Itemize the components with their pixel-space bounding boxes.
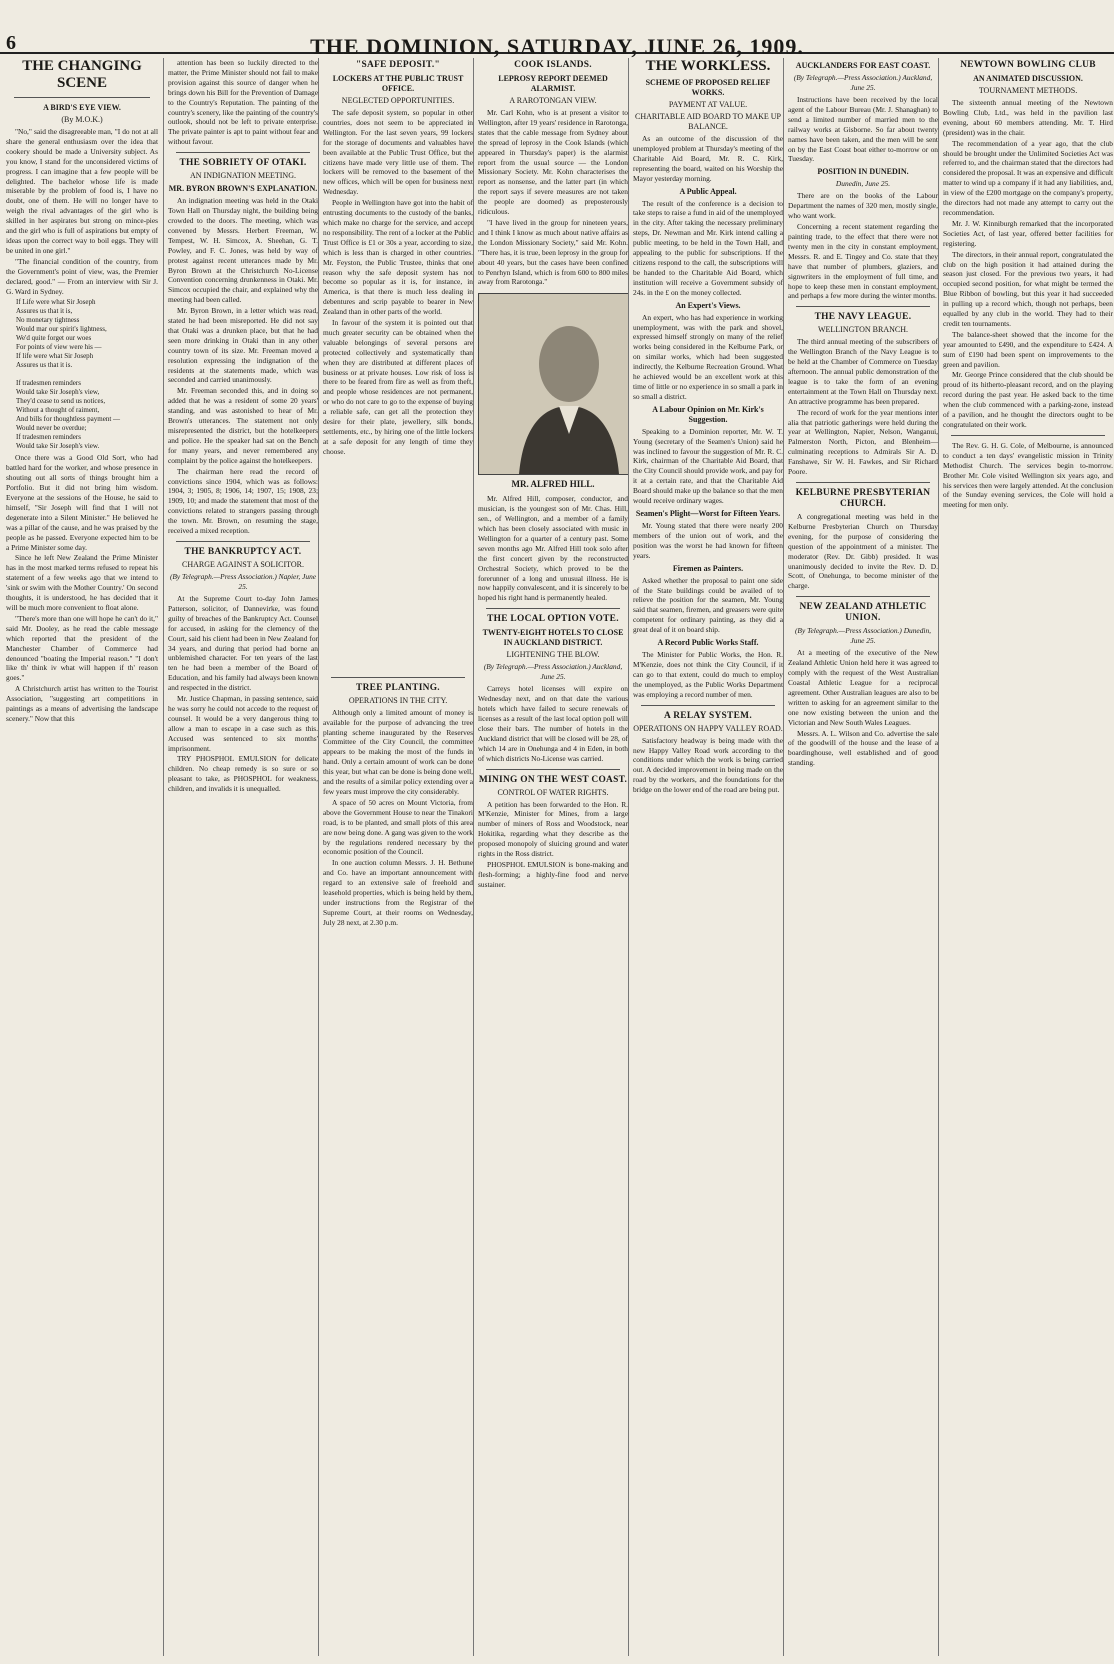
headline-dunedin: POSITION IN DUNEDIN. (817, 167, 909, 177)
subhead: LIGHTENING THE BLOW. (506, 650, 600, 660)
paragraph: Concerning a recent statement regarding the painting trade, to the effect that there were not twenty men in the city in constant employment, Messrs. R. and E. Tingey and Co. state that they have that number of plumbers, glaziers, and signwriters in the employment of full time, and hope to keep these men in constant employment, and perhaps a few more during the winter months. (788, 222, 938, 301)
headline-tree-planting: TREE PLANTING. (356, 682, 440, 693)
divider (951, 435, 1105, 436)
divider (176, 152, 310, 153)
dateline: (By Telegraph.—Press Association.) Auckland, June 25. (483, 662, 623, 682)
column-3 (318, 58, 473, 1656)
paragraph: Mr. Young stated that there were nearly 200 members of the union out of work, and the position was the worst he had known for fifteen years. (633, 521, 783, 560)
subhead: A BIRD'S EYE VIEW. (43, 103, 121, 112)
paragraph: Mr. Byron Brown, in a letter which was read, stated he had been misreported. He did not say that Otaki was a drunken place, but that he had seen more drinking in Otaki than in any other country town of its size. Mr. Freeman moved a resolution expressing the indignation of the residents at the statements made, which was seconded and carried unanimously. (168, 306, 318, 385)
headline-local-option: THE LOCAL OPTION VOTE. (487, 614, 619, 625)
paragraph: Mr. Alfred Hill, composer, conductor, and musician, is the youngest son of Mr. Chas. Hill, sen., of Wellington, and a member of a family which has been closely associated with music in Wellington for a quarter of a century past. Some seven months ago Mr. Alfred Hill took solo after the first concert given by the reconstructed Orchestral Society, which proved to be the forerunner of a long and unusual illness. He is now happily convalescent, and it is sincerely to be hoped his right hand is permanently healed. (478, 494, 628, 603)
portrait-caption: MR. ALFRED HILL. (511, 479, 595, 490)
headline-cook-islands: COOK ISLANDS. (514, 60, 592, 70)
paragraph: "I have lived in the group for nineteen years, and I think I know as much about native affairs as the London Missionary Society," said Mr. Kohn. "There has, it is true, been leprosy in the group for about 40 years, but the cases have been confined to Penrhyn Island, which is from 600 to 800 miles away from Rarotonga." (478, 217, 628, 287)
paragraph: The Minister for Public Works, the Hon. R. M'Kenzie, does not think the City Council, if it can go to that extent, could do much to employ the unemployed, as the Public Works Department was employing a record number of men. (633, 650, 783, 699)
paragraph: Mr. Freeman seconded this, and in doing so added that he was a resident of some 20 years' standing, and was astonished to hear of Mr. Brown's utterances. The statement not only misrepresented the district, but the hotelkeepers and police. He the speaker had sat on the Bench for many years, and never remembered any complaint by the police against the hotelkeepers. (168, 386, 318, 465)
subhead: MR. BYRON BROWN'S EXPLANATION. (168, 184, 318, 194)
paragraph: The sixteenth annual meeting of the Newtown Bowling Club, Ltd., was held in the pavilion last evening, about 60 members attending. Mr. T. Hird (president) was in the chair. (943, 98, 1113, 137)
paragraph: Asked whether the proposal to paint one side of the State buildings could be availed of to relieve the position for the seamen, Mr. Young said that seamen, firemen, and greasers were quite competent for ordinary painting, as they did a great deal of it on board ship. (633, 575, 783, 635)
subhead: OPERATIONS IN THE CITY. (348, 695, 448, 705)
subhead: SCHEME OF PROPOSED RELIEF WORKS. (645, 78, 771, 97)
column-4 (473, 58, 628, 1656)
section-heading: An Expert's Views. (675, 300, 741, 310)
section-heading: A Record Public Works Staff. (657, 638, 759, 648)
section-heading: A Public Appeal. (679, 186, 737, 196)
paragraph: A Christchurch artist has written to the Tourist Association, "suggesting art competitions in paintings as a means of advertising the landscape scenery." Now that this (6, 684, 158, 723)
page-number: 6 (6, 32, 16, 54)
subhead: TOURNAMENT METHODS. (978, 86, 1078, 95)
headline-aucklanders: AUCKLANDERS FOR EAST COAST. (795, 61, 931, 70)
paragraph: Instructions have been received by the local agent of the Labour Bureau (Mr. J. Shanaghan) to send a limited number of married men to the railway works at Gisborne. So far about twenty names have been taken, and the men will be sent on by the East Coast boat either to-morrow or on Tuesday. (788, 95, 938, 164)
paragraph: At a meeting of the executive of the New Zealand Athletic Union held here it was agreed to comply with the request of the West Australian Coastal Athletic League for a reciprocal agreement. Other Australian leagues are also to be written to asking for an agreement similar to the one now existing between the union and the Victorian and New South Wales Leagues. (788, 648, 938, 727)
headline-safe-deposit: "SAFE DEPOSIT." (355, 60, 441, 70)
paragraph: People in Wellington have got into the habit of entrusting documents to the custody of the banks, which make no charge for the service, and accept no responsibility. The rent of a locker at the Public Trust Office is £1 or 30s a year, according to size, which is less than is charged in other countries. Mr. Feyston, the Public Trustee, thinks that one reason why the safe deposit system has not become so popular as it is, for instance, in America, is that there is much less dealing in debentures and scrip payable to bearer in New Zealand than in other parts of the world. (323, 198, 473, 317)
paragraph: The balance-sheet showed that the income for the year amounted to £490, and the expenditure to £424. A sum of £190 had been spent on improvements to the green and pavilion. (943, 329, 1113, 369)
dateline: (By Telegraph.—Press Association.) Auckland, June 25. (793, 73, 933, 92)
paragraph: A petition has been forwarded to the Hon. R. M'Kenzie, Minister for Mines, from a large number of miners of Ross and Woodstock, near Hokitika, regarding what they describe as the proposed monopoly of sluicing ground and water rights in the Ross district. (478, 799, 628, 859)
paragraph: There are on the books of the Labour Department the names of 320 men, mostly single, who want work. (788, 191, 938, 221)
paragraph: The safe deposit system, so popular in other countries, does not seem to be appreciated in Wellington. For the last seven years, 99 lockers for the storage of documents and valuables have been available at the Public Trust Office, but the citizens have made very little use of them. The lockers will be removed to the basement of the new offices, which will be open for business next Wednesday. (323, 108, 473, 197)
portrait-image (478, 293, 628, 475)
paragraph: Since he left New Zealand the Prime Minister has in the most marked terms refused to repeat his statement of a few weeks ago that we intend to 'sink or swim with the Mother Country.' On second thoughts, it is understood, he has decided that it will be much more convenient to float alone. (6, 553, 158, 612)
paragraph: Mr. George Prince considered that the club should be proud of its hitherto-pleasant record, and on the playing record during the past year. He asked back to the time when the club commenced with a parking-zone, instead of a pavilion, and he thought the directors ought to be congratulated on their work. (943, 370, 1113, 429)
section-heading: Firemen as Painters. (672, 563, 744, 573)
paragraph: "There's more than one will hope he can't do it," said Mr. Dooley, as he read the cable message which reported that the president of the Manchester Chamber of Commerce had denounced "boating the Imperial reason." "I don't like th' think iv what will happen if th' reason goes." (6, 613, 158, 683)
paragraph: The directors, in their annual report, congratulated the club on the high position it had attained during the season just closed. For the previous two years, it had occupied second position, for what might be termed the Blue Ribbon of bowling, but this year it had succeeded in pulling up a record which, though not perhaps, been equalled by any club in the world. They had to their credit ten tournaments. (943, 249, 1113, 328)
paragraph: The record of work for the year mentions inter alia that patriotic gatherings were held during the year at Wellington, Napier, Nelson, Wanganui, Palmerston North, Picton, and Blenheim—culminating receptions to Admirals Sir A. D. Fanshawe, Sir W. H. Fawkes, and Sir Richard Poore. (788, 407, 938, 477)
paragraph: At the Supreme Court to-day John James Patterson, solicitor, of Dannevirke, was found guilty of breaches of the Bankruptcy Act. Counsel for accused, in asking for the clemency of the Court, said his client had been in New Zealand for 34 years, and during that period had borne an unblemished character. For ten years of the last ten he had been a member of the Board of Education, and his family had always been known and respected in the district. (168, 593, 318, 693)
advert: PHOSPHOL EMULSION is bone-making and flesh-forming; a highly-fine food and nerve sustainer. (478, 859, 628, 889)
paragraph: Speaking to a Dominion reporter, Mr. W. T. Young (secretary of the Seamen's Union) said he was inclined to favour the suggestion of Mr. R. C. Kirk, chairman of the Charitable Aid Board, that the City Council should provide work, and pay for it at a certain rate, and that the Charitable Aid Board should make up the balance so that the men would receive ordinary wages. (633, 426, 783, 506)
paragraph: Once there was a Good Old Sort, who had battled hard for the worker, and whose presence in shouting out all sorts of things brought him a Portfolio. But it did not bring him wisdom. Everyone at the sessions of the House, he said to himself, "Sir Joseph will find that I will not degenerate into a Silent Minister." He believed he was a pillar of the cause, and he was praised by the people as he passed. Everyone expected him to be a Prime Minister some day. (6, 453, 158, 552)
headline-athletic-union: NEW ZEALAND ATHLETIC UNION. (799, 602, 927, 624)
subhead: A RAROTONGAN VIEW. (509, 96, 597, 105)
divider (486, 608, 620, 609)
paragraph: Satisfactory headway is being made with the new Happy Valley Road work according to the conditions under which the work is being carried out. A decided improvement in being made on the road by the workers, and the foundations for the bridge on the lower end of the road are being put. (633, 735, 783, 795)
paragraph: An indignation meeting was held in the Otaki Town Hall on Thursday night, the building being crowded to the doors. The meeting, which was convened by Messrs. Herbert Freeman, W. Tempest, W. H. Simcox, A. Sheehan, G. T. Powley, and F. C. Jones, was held by way of protest against recent utterances made by Mr. Byron Brown at the Christchurch No-License Convention concerning drunkenness in Otaki. Mr. Simcox occupied the chair, and explained why the meeting had been called. (168, 196, 318, 305)
paragraph: In favour of the system it is pointed out that much greater security can be obtained when the valuable belongings of several persons are protected collectively and systematically than when they are distributed at different places of business or at private houses. Low risk of loss is there to be feared from fire as well as from theft, and people whose residences are not permanent, or who do not care to go to the expense of buying a reliable safe, can get all the protection they desire for their plate, jewellery, silk bonds, settlements, etc., by hiring one of the little lockers at a safe deposit for any length of time they choose. (323, 318, 473, 456)
subhead: OPERATIONS ON HAPPY VALLEY ROAD. (633, 723, 783, 733)
subhead: AN INDIGNATION MEETING. (190, 171, 296, 181)
divider (796, 306, 930, 307)
headline-workless: THE WORKLESS. (645, 58, 771, 74)
subhead: CHARITABLE AID BOARD TO MAKE UP BALANCE. (635, 112, 781, 131)
paragraph: A congregational meeting was held in the Kelburne Presbyterian Church on Thursday evening, for the purpose of considering the question of the appointment of a minister. The moderator (Rev. Dr. Gibb) presided. It was unanimously decided to invite the Rev. D. D. Scott, of Onehunga, to become minister of the charge. (788, 512, 938, 591)
divider (641, 705, 775, 706)
paragraph: "The financial condition of the country, from the Government's point of view, was, the Premier declared, good." — From an interview with Sir J. G. Ward in Sydney. (6, 256, 158, 296)
column-6 (783, 58, 938, 1656)
section-heading: A Labour Opinion on Mr. Kirk's Suggestion. (652, 404, 764, 424)
divider (14, 97, 150, 98)
paragraph: Mr. J. W. Kinniburgh remarked that the incorporated Societies Act, of last year, offered better facilities for registering. (943, 218, 1113, 248)
paragraph: In one auction column Messrs. J. H. Bethune and Co. have an important announcement with regard to an extensive sale of freehold and leasehold properties, which is being held by them, under instructions from the Registrar of the Supreme Court, at their rooms on Wednesday, July 28 next, at 2.30 p.m. (323, 858, 473, 927)
paragraph: Messrs. A. L. Wilson and Co. advertise the sale of the goodwill of the house and the lease of a boardinghouse, well established and of good standing. (788, 728, 938, 768)
paragraph: The Rev. G. H. G. Cole, of Melbourne, is announced to conduct a ten days' evangelistic mission in Trinity Methodist Church. The services begin to-morrow. Brother Mr. Cole visited Wellington six years ago, and his services then were largely attended. At the conclusion of the Sunday evening services, the Cole will hold a meeting for men only. (943, 440, 1113, 510)
paragraph: The recommendation of a year ago, that the club should be brought under the Unlimited Societies Act was referred to, and the chairman stated that the directors had considered the proposal. It was an expensive and difficult matter to wind up a company if it had any liabilities, and, in view of the £200 mortgage on the company's property, the directors had not made any attempt to carry out the recommendation. (943, 138, 1113, 217)
paragraph: "No," said the disagreeable man, "I do not at all share the general enthusiasm over the idea that cookery should be made a University subject. As you know, I stand for the unconsidered victims of progress. I can imagine that a few people will be delighted. The bachelor whose life is made miserable by the problem of food is, I have no doubt, one of them. He will no longer have to weigh the rival advantages of the girl who is skilled in her aspirates but strong on mince-pies and the girl who is full of aspirations but empty of ideas upon the correct way to boil eggs. They will be united in one girl." (6, 127, 158, 255)
divider (796, 482, 930, 483)
paragraph: attention has been so luckily directed to the matter, the Prime Minister should not fail to make provision against this source of danger when he brings down his Bill for the Prevention of Damage to the Country's Reputation. The painting of the country's scenery, like the painting of the country's outlook, should not be left to private enterprise. The private painter is apt to paint without fear and without favour. (168, 58, 318, 147)
column-2 (163, 58, 318, 1656)
headline-bowling-club: NEWTOWN BOWLING CLUB (960, 60, 1096, 70)
subhead: LEPROSY REPORT DEEMED ALARMIST. (498, 74, 608, 93)
subhead: AN ANIMATED DISCUSSION. (973, 74, 1083, 83)
advert: TRY PHOSPHOL EMULSION for delicate children. No cheap remedy is so sure or so pleasant to take, as PHOSPHOL for weakness, children, and invalids it is unequalled. (168, 754, 318, 794)
headline-bankruptcy: THE BANKRUPTCY ACT. (184, 546, 302, 557)
paragraph: The result of the conference is a decision to take steps to raise a fund in aid of the unemployed in the city. After taking the necessary preliminary steps, Dr. Newman and Mr. Kirk intend calling a public meeting, to be held in the Town Hall, and appealing to the public for subscriptions. If the citizens respond to the call, the subscriptions will be handed to the Charitable Aid Board, which institution will receive a Government subsidy of 24s. in the £ on the money collected. (633, 198, 783, 297)
headline-changing-scene: THE CHANGING SCENE (22, 58, 142, 91)
paragraph: Mr. Justice Chapman, in passing sentence, said he was sorry he could not accede to the request of counsel. It would be a very dangerous thing to allow a man to escape in a case such as this. Accused was sentenced to six months' imprisonment. (168, 694, 318, 753)
subhead: LOCKERS AT THE PUBLIC TRUST OFFICE. (332, 74, 464, 93)
subhead: PAYMENT AT VALUE. (668, 100, 748, 109)
section-heading: Seamen's Plight—Worst for Fifteen Years. (635, 509, 781, 518)
divider (176, 541, 310, 542)
headline-relay-system: A RELAY SYSTEM. (664, 710, 752, 721)
paragraph: The chairman here read the record of convictions since 1904, which was as follows: 1904, 3; 1905, 8; 1906, 14; 1907, 15; 1908, 23; 1909, 10; and made the statement that most of the convictions related to strangers passing through the town. Mr. Brown, on resuming the stage, received a mixed reception. (168, 466, 318, 536)
verse: If Life were what Sir Joseph Assures us that it is, No monetary tightness Would mar our spirit's lightness, We'd quite forget our woes For points of view were his — If life were what Sir Joseph Assures us that it is. If tradesmen reminders Would take Sir Joseph's view, They'd cease to send us notices, Without a thought of raiment, And bills for thoughtless payment — Would never be overdue; If tradesmen reminders Would take Sir Joseph's view. (16, 298, 121, 451)
paragraph: As an outcome of the discussion of the unemployed problem at Thursday's meeting of the Charitable Aid Board, Mr. R. C. Kirk, representing the board, waited on his Worship the Mayor yesterday morning. (633, 134, 783, 183)
divider (796, 596, 930, 597)
paragraph: Carreys hotel licenses will expire on Wednesday next, and on that date the various hotels which have failed to secure renewals of licenses as a result of the last local option poll will close their bars. The number of hotels in the Auckland district that will be closed will be 28, of which 14 are in Onehunga and 4 in Eden, in both of which districts No-License was carried. (478, 684, 628, 763)
byline: (By M.O.K.) (61, 115, 103, 124)
subhead: CHARGE AGAINST A SOLICITOR. (182, 559, 304, 569)
column-7 (938, 58, 1113, 1656)
paragraph: Although only a limited amount of money is available for the purpose of advancing the tree planting scheme inaugurated by the Reserves Committee of the City Council, the committee appears to be making the most of the funds in hand. Only a certain amount of work can be done this year, but what can be done is being done well, and the results of a similar policy extending over a few years must improve the city considerably. (323, 707, 473, 796)
headline-mining: MINING ON THE WEST COAST. (478, 774, 628, 785)
portrait-illustration (479, 294, 628, 474)
dateline: Dunedin, June 25. (835, 179, 891, 189)
paragraph: The third annual meeting of the subscribers of the Wellington Branch of the Navy League is to be held at the Chamber of Commerce on Tuesday afternoon. The annual public demonstration of the league is to take the form of an evening entertainment at the Town Hall on Thursday next. An attractive programme has been prepared. (788, 337, 938, 406)
headline-otaki: THE SOBRIETY OF OTAKI. (179, 158, 307, 169)
headline-navy-league: THE NAVY LEAGUE. (814, 312, 912, 323)
divider (486, 769, 620, 770)
paragraph: A space of 50 acres on Mount Victoria, from above the Government House to near the Tinakori road, is to be planted, and small plots of this area are now being done. A gang was given to the work by the regulations rendered necessary by the economic position of the Council. (323, 797, 473, 857)
headline-kelburne: KELBURNE PRESBYTERIAN CHURCH. (795, 488, 931, 509)
dateline: (By Telegraph.—Press Association.) Dunedin, June 25. (794, 626, 932, 646)
subhead: TWENTY-EIGHT HOTELS TO CLOSE IN AUCKLAND DISTRICT. (482, 628, 624, 648)
divider (331, 677, 465, 678)
paragraph: An expert, who has had experience in working unemployment, was with the park and shovel, expressed himself strongly on many of the relief works being considered in the Kelburne Park, or on similar works, which had been suggested indirectly, the Kelburne Recreation Ground. What he achieved would be an excellent work at this time of little or no experience in so small a park in so small a district. (633, 312, 783, 401)
masthead (0, 0, 1114, 59)
subhead: WELLINGTON BRANCH. (817, 325, 909, 335)
column-1 (6, 58, 158, 1656)
newspaper-title: THE DOMINION, SATURDAY, JUNE 26, 1909. (310, 34, 804, 59)
column-5 (628, 58, 783, 1656)
subhead: CONTROL OF WATER RIGHTS. (497, 787, 609, 797)
subhead: NEGLECTED OPPORTUNITIES. (341, 96, 455, 105)
paragraph: Mr. Carl Kohn, who is at present a visitor to Wellington, after 19 years' residence in Rarotonga, states that the cable message from Sydney about the spread of leprosy in the Cook Islands (which appeared in Thursday's paper) is the alarmist report from the usual source — the London Missionary Society. Mr. Kohn characterises the report as nonsense, and the latter part (in which the report says if severe measures are not taken the people are doomed) as preposterously ridiculous. (478, 108, 628, 217)
dateline: (By Telegraph.—Press Association.) Napier, June 25. (169, 571, 317, 591)
